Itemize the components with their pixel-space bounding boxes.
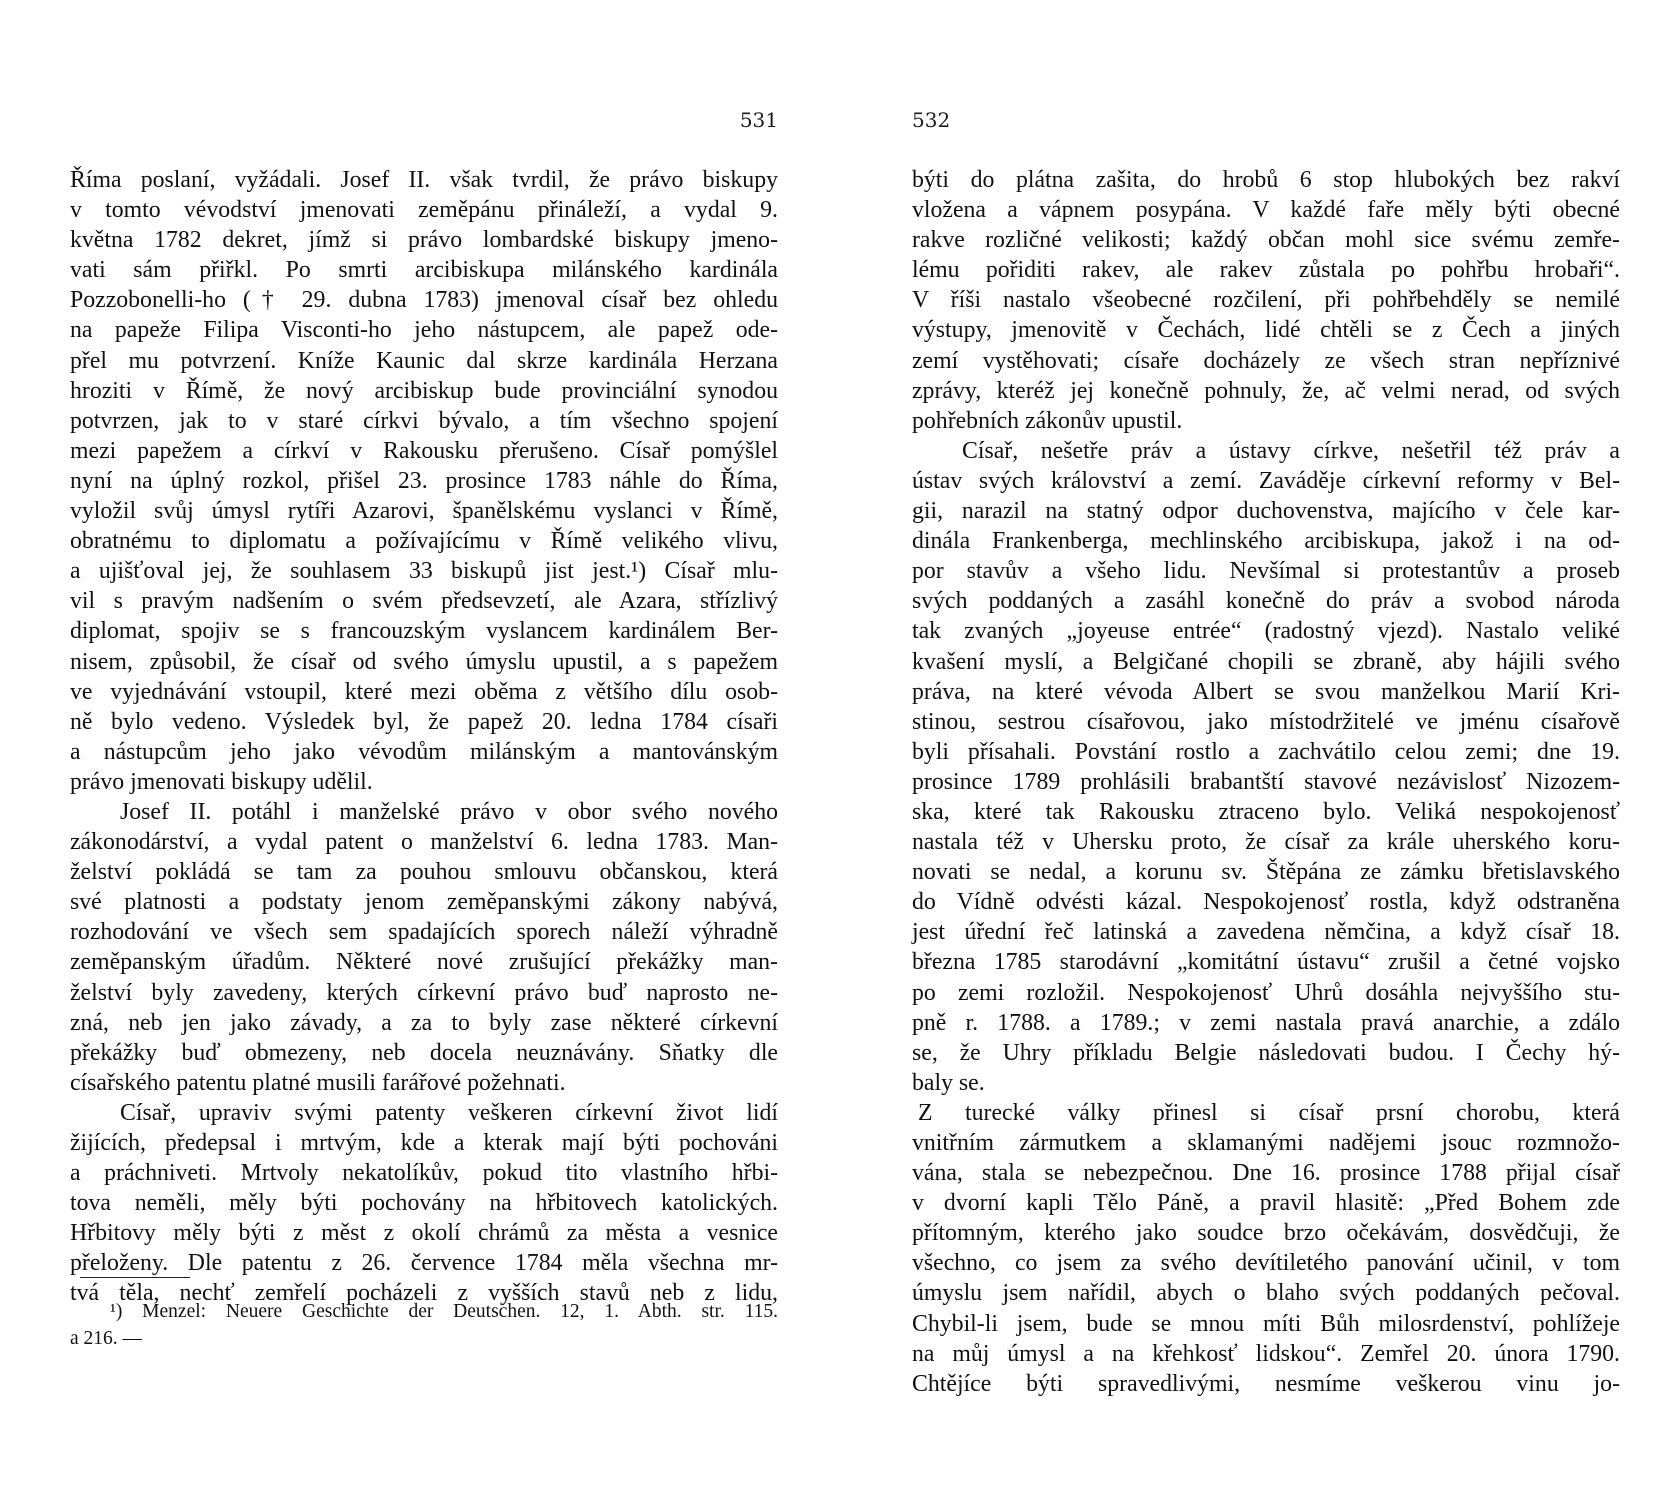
- page-number: 531: [739, 108, 778, 132]
- text-line: v tomto vévodství jmenovati zeměpánu přináleží, a vydal 9.: [70, 197, 778, 224]
- text-line: a práchniveti. Mrtvoly nekatolíkův, pokud tito vlastního hřbi-: [70, 1160, 778, 1187]
- text-line: pohřebních zákonův upustil.: [912, 407, 1183, 434]
- text-line: vyložil svůj úmysl rytíři Azarovi, španělskému vyslanci v Římě,: [70, 498, 778, 525]
- text-line: pně r. 1788. a 1789.; v zemi nastala pravá anarchie, a zdálo: [912, 1009, 1620, 1036]
- text-line: Josef II. potáhl i manželské právo v obor svého nového: [120, 798, 778, 825]
- text-line: ně bylo vedeno. Výsledek byl, že papež 20. ledna 1784 císaři: [70, 708, 778, 735]
- text-line: prosince 1789 prohlásili brabantští stavové nezávislosť Nizozem-: [912, 768, 1620, 795]
- text-line: Chtějíce býti spravedlivými, nesmíme veškerou vinu jo-: [912, 1370, 1620, 1397]
- text-line: přel mu potvrzení. Kníže Kaunic dal skrze kardinála Herzana: [70, 347, 778, 374]
- text-line: býti do plátna zašita, do hrobů 6 stop hlubokých bez rakví: [912, 167, 1620, 193]
- text-line: stinou, sestrou císařovou, jako místodržitelé ve jménu císařově: [912, 708, 1620, 735]
- text-line: Hřbitovy měly býti z měst z okolí chrámů za města a vesnice: [70, 1220, 778, 1247]
- text-line: byli přísahali. Povstání rostlo a zachvátilo celou zemi; dne 19.: [912, 738, 1620, 765]
- text-line: výstupy, jmenovitě v Čechách, lidé chtěli se z Čech a jiných: [912, 317, 1620, 344]
- text-line: do Vídně odvésti kázal. Nespokojenosť rostla, když odstraněna: [912, 889, 1620, 916]
- text-line: na papeže Filipa Visconti-ho jeho nástupcem, ale papež ode-: [70, 317, 778, 344]
- text-line: se, že Uhry příkladu Belgie následovati budou. I Čechy hý-: [912, 1039, 1620, 1066]
- footnote-line: ¹) Menzel: Neuere Geschichte der Deutschen. 12, 1. Abth. str. 115.: [110, 1301, 778, 1322]
- text-line: tak zvaných „joyeuse entrée“ (radostný vjezd). Nastalo veliké: [912, 618, 1620, 645]
- footnote: [70, 1298, 778, 1352]
- text-line: zákonodárství, a vydal patent o manželství 6. ledna 1783. Man-: [70, 829, 778, 856]
- text-line: března 1785 starodávní „komitátní ústavu“ zrušil a četné vojsko: [912, 949, 1620, 976]
- text-line: nisem, způsobil, že císař od svého úmyslu upustil, a s papežem: [70, 648, 778, 675]
- text-line: vnitřním zármutkem a sklamanými nadějemi jsouc rozmnožo-: [912, 1130, 1620, 1156]
- text-line: vložena a vápnem posypána. V každé faře měly býti obecné: [912, 197, 1620, 224]
- text-line: žijících, předepsal i mrtvým, kde a kterak mají býti pochováni: [70, 1130, 778, 1156]
- text-line: vil s pravým nadšením o svém předsevzetí, ale Azara, střízlivý: [70, 588, 778, 615]
- text-line: zprávy, kteréž jej konečně pohnuly, že, ač velmi nerad, od svých: [912, 377, 1620, 404]
- footnote-separator: [80, 1277, 190, 1278]
- text-line: Z turecké války přinesl si císař prsní chorobu, která: [918, 1099, 1620, 1126]
- text-line: Císař, nešetře práv a ústavy církve, nešetřil též práv a: [962, 437, 1620, 464]
- text-line: úmyslu jsem nařídil, abych o blaho svých poddaných pečoval.: [912, 1280, 1620, 1307]
- text-line: tova neměli, měly býti pochovány na hřbitovech katolických.: [70, 1190, 778, 1217]
- text-line: císařského patentu platné musili farářové požehnati.: [70, 1069, 566, 1096]
- text-line: a ujišťoval jej, že souhlasem 33 biskupů jist jest.¹) Císař mlu-: [70, 558, 778, 585]
- text-line: zemí vystěhovati; císaře docházely ze všech stran nepříznivé: [912, 347, 1620, 374]
- text-line: vána, stala se nebezpečnou. Dne 16. prosince 1788 přijal císař: [912, 1160, 1620, 1187]
- text-line: mezi papežem a církví v Rakousku přerušeno. Císař pomýšlel: [70, 437, 778, 464]
- text-line: nyní na úplný rozkol, přišel 23. prosince 1783 náhle do Říma,: [70, 467, 778, 494]
- text-line: zná, neb jen jako závady, a za to byly zase některé církevní: [70, 1009, 778, 1036]
- text-line: Císař, upraviv svými patenty veškeren církevní život lidí: [120, 1099, 778, 1126]
- text-line: rozhodování ve všech sem spadajících sporech náleží výhradně: [70, 919, 778, 946]
- text-line: přeloženy. Dle patentu z 26. července 1784 měla všechna mr-: [70, 1250, 778, 1277]
- text-line: V říši nastalo všeobecné rozčilení, při pohřbehděly se nemilé: [912, 287, 1620, 314]
- text-line: na můj úmysl a na křehkosť lidskou“. Zemřel 20. února 1790.: [912, 1340, 1620, 1367]
- text-line: jest úřední řeč latinská a zavedena němčina, a když císař 18.: [912, 919, 1620, 946]
- text-line: Pozzobonelli-ho († 29. dubna 1783) jmenoval císař bez ohledu: [70, 287, 778, 314]
- text-line: želství byly zavedeny, kterých církevní právo buď naprosto ne-: [70, 979, 778, 1006]
- text-line: baly se.: [912, 1069, 985, 1096]
- text-line: dinála Frankenberga, mechlinského arcibiskupa, jakož i na od-: [912, 528, 1620, 555]
- text-line: ústav svých království a zemí. Zaváděje církevní reformy v Bel-: [912, 467, 1620, 494]
- text-line: kvašení myslí, a Belgičané chopili se zbraně, aby hájili svého: [912, 648, 1620, 675]
- text-line: por stavův a všeho lidu. Nevšímal si protestantův a proseb: [912, 558, 1620, 585]
- text-line: lému pořiditi rakev, ale rakev zůstala po pohřbu hrobaři“.: [912, 257, 1620, 284]
- text-line: právo jmenovati biskupy udělil.: [70, 768, 373, 795]
- text-line: novati se nedal, a korunu sv. Štěpána ze zámku břetislavského: [912, 859, 1620, 886]
- text-line: Chybil-li jsem, bude se mnou míti Bůh milosrdenství, pohlížeje: [912, 1310, 1620, 1337]
- text-line: gii, narazil na statný odpor duchovenstva, majícího v čele kar-: [912, 498, 1620, 525]
- text-line: všechno, co jsem za svého devítiletého panování učinil, v tom: [912, 1250, 1620, 1277]
- text-line: Říma poslaní, vyžádali. Josef II. však tvrdil, že právo biskupy: [70, 167, 778, 193]
- page-text: [70, 165, 778, 1309]
- text-line: rakve rozličné velikosti; každý občan mohl sice svému zemře-: [912, 227, 1620, 254]
- text-line: práva, na které vévoda Albert se svou manželkou Marií Kri-: [912, 678, 1620, 705]
- text-line: zeměpanským úřadům. Některé nové zrušující překážky man-: [70, 949, 778, 976]
- text-line: po zemi rozložil. Nespokojenosť Uhrů dosáhla nejvyššího stu-: [912, 979, 1620, 1006]
- text-line: obratnému to diplomatu a požívajícímu v Římě velikého vlivu,: [70, 528, 778, 555]
- page-text: [912, 165, 1620, 1399]
- text-line: přítomným, kterého jako soudce brzo očekávám, dosvědčuji, že: [912, 1220, 1620, 1247]
- text-line: želství pokládá se tam za pouhou smlouvu občanskou, která: [70, 859, 778, 886]
- text-line: května 1782 dekret, jímž si právo lombardské biskupy jmeno-: [70, 227, 778, 254]
- text-line: v dvorní kapli Tělo Páně, a pravil hlasitě: „Před Bohem zde: [912, 1190, 1620, 1217]
- text-line: ska, které tak Rakousku ztraceno bylo. Veliká nespokojenosť: [912, 798, 1620, 825]
- text-line: překážky buď obmezeny, neb docela neuznávány. Sňatky dle: [70, 1039, 778, 1066]
- text-line: nastala též v Uhersku proto, že císař za krále uherského koru-: [912, 829, 1620, 856]
- text-line: své platnosti a podstaty jenom zeměpanskými zákony nabývá,: [70, 889, 778, 916]
- text-line: tvá těla, nechť zemřelí pocházeli z vyšších stavů neb z lidu,: [70, 1280, 778, 1307]
- text-line: a nástupcům jeho jako vévodům milánským a mantovánským: [70, 738, 778, 765]
- text-line: potvrzen, jak to v staré církvi bývalo, a tím všechno spojení: [70, 407, 778, 434]
- text-line: diplomat, spojiv se s francouzským vyslancem kardinálem Ber-: [70, 618, 778, 645]
- page-number: 532: [912, 108, 951, 132]
- footnote-line: a 216. —: [70, 1328, 143, 1349]
- text-line: svých poddaných a zasáhl konečně do práv a svobod národa: [912, 588, 1620, 615]
- text-line: hroziti v Římě, že nový arcibiskup bude provinciální synodou: [70, 377, 778, 404]
- text-line: vati sám přiřkl. Po smrti arcibiskupa milánského kardinála: [70, 257, 778, 284]
- text-line: ve vyjednávání vstoupil, které mezi oběma z většího dílu osob-: [70, 678, 778, 705]
